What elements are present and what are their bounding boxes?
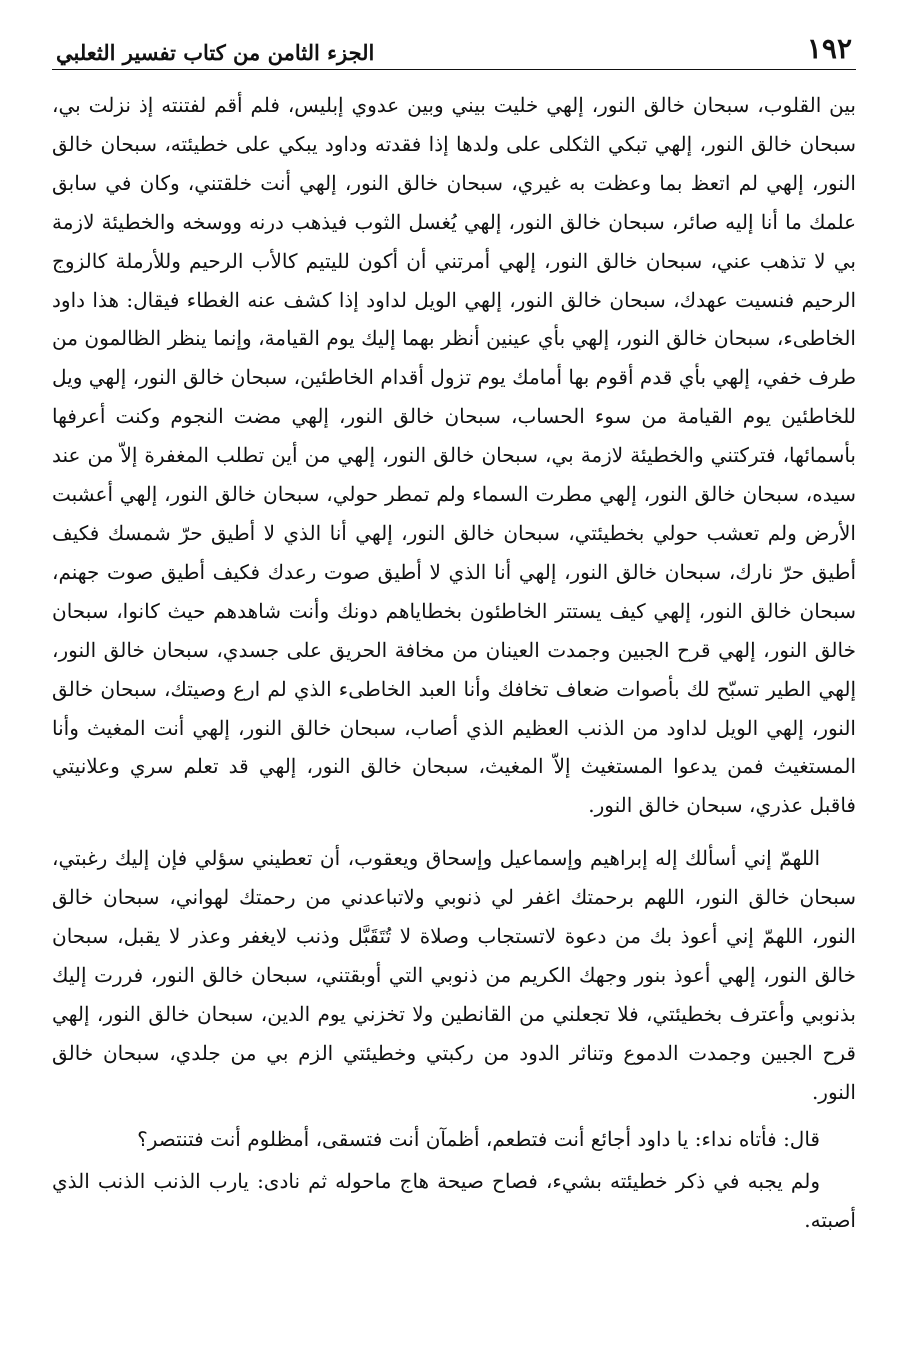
paragraph: ولم يجبه في ذكر خطيئته بشيء، فصاح صيحة هاج ماحوله ثم نادى: يارب الذنب الذنب الذي أصبته. <box>52 1169 856 1233</box>
page-body <box>52 86 856 1240</box>
paragraph: اللهمّ إني أسألك إله إبراهيم وإسماعيل وإسحاق ويعقوب، أن تعطيني سؤلي فإن إليك رغبتي، سبحان خالق النور، اللهم برحمتك اغفر لي ذنوبي ولاتباعدني من رحمتك لهواني، سبحان خالق النور، اللهمّ إني أعوذ بك من دعوة لاتستجاب وصلاة لا تُتَقَبَّل وذنب لايغفر وعذر لا يقبل، سبحان خالق النور، إلهي أعوذ بنور وجهك الكريم من ذنوبي التي أوبقتني، سبحان خالق النور، فررت إليك بذنوبي وأعترف بخطيئتي، فلا تجعلني من القانطين ولا تخزني يوم الدين، سبحان خالق النور، إلهي قرح الجبين وجمدت الدموع وتناثر الدود من ركبتي وخطيئتي الزم بي من جلدي، سبحان خالق النور. <box>52 846 856 1104</box>
running-title: الجزء الثامن من كتاب تفسير الثعلبي <box>56 40 375 65</box>
paragraph: بين القلوب، سبحان خالق النور، إلهي خليت بيني وبين عدوي إبليس، فلم أقم لفتنته إذ نزلت بي، سبحان خالق النور، إلهي تبكي الثكلى على ولدها إذا فقدته وداود يبكي على خطيئته، سبحان خالق النور، إلهي لم اتعظ بما وعظت به غيري، سبحان خالق النور، إلهي أنت خلقتني، وكان في سابق علمك ما أنا إليه صائر، سبحان خالق النور، إلهي يُغسل الثوب فيذهب درنه ووسخه والخطيئة لازمة بي لا تذهب عني، سبحان خالق النور، إلهي أمرتني أن أكون لليتيم كالأب الرحيم وللأرملة كالزوج الرحيم فنسيت عهدك، سبحان خالق النور، إلهي الويل لداود إذا كشف عنه الغطاء فيقال: هذا داود الخاطىء، سبحان خالق النور، إلهي بأي عينين أنظر بهما إليك يوم القيامة، وإنما ينظر الظالمون من طرف خفي، إلهي بأي قدم أقوم بها أمامك يوم تزول أقدام الخاطئين، سبحان خالق النور، إلهي ويل للخاطئين يوم القيامة من سوء الحساب، سبحان خالق النور، إلهي مضت النجوم وكنت أعرفها بأسمائها، فتركتني والخطيئة لازمة بي، سبحان خالق النور، إلهي من أين تطلب المغفرة إلاّ من عند سيده، سبحان خالق النور، إلهي مطرت السماء ولم تمطر حولي، سبحان خالق النور، إلهي أعشبت الأرض ولم تعشب حولي بخطيئتي، سبحان خالق النور، إلهي أنا الذي لا أطيق حرّ شمسك فكيف أطيق حرّ نارك، سبحان خالق النور، إلهي أنا الذي لا أطيق صوت رعدك فكيف أطيق صوت جهنم، سبحان خالق النور، إلهي كيف يستتر الخاطئون بخطاياهم دونك وأنت شاهدهم حيث كانوا، سبحان خالق النور، إلهي قرح الجبين وجمدت العينان من مخافة الحريق على جسدي، سبحان خالق النور، إلهي الطير تسبّح لك بأصوات ضعاف تخافك وأنا العبد الخاطىء الذي لم ارع وصيتك، سبحان خالق النور، إلهي الويل لداود من الذنب العظيم الذي أصاب، سبحان خالق النور، إلهي أنت المغيث وأنا المستغيث فمن يدعوا المستغيث إلاّ المغيث، سبحان خالق النور، إلهي قد تعلم سري وعلانيتي فاقبل عذري، سبحان خالق النور. <box>52 93 857 818</box>
paragraph: قال: فأتاه نداء: يا داود أجائع أنت فتطعم، أظمآن أنت فتسقى، أمظلوم أنت فتنتصر؟ <box>137 1126 820 1151</box>
page-number: ١٩٢ <box>806 32 852 65</box>
page-header <box>52 30 856 70</box>
